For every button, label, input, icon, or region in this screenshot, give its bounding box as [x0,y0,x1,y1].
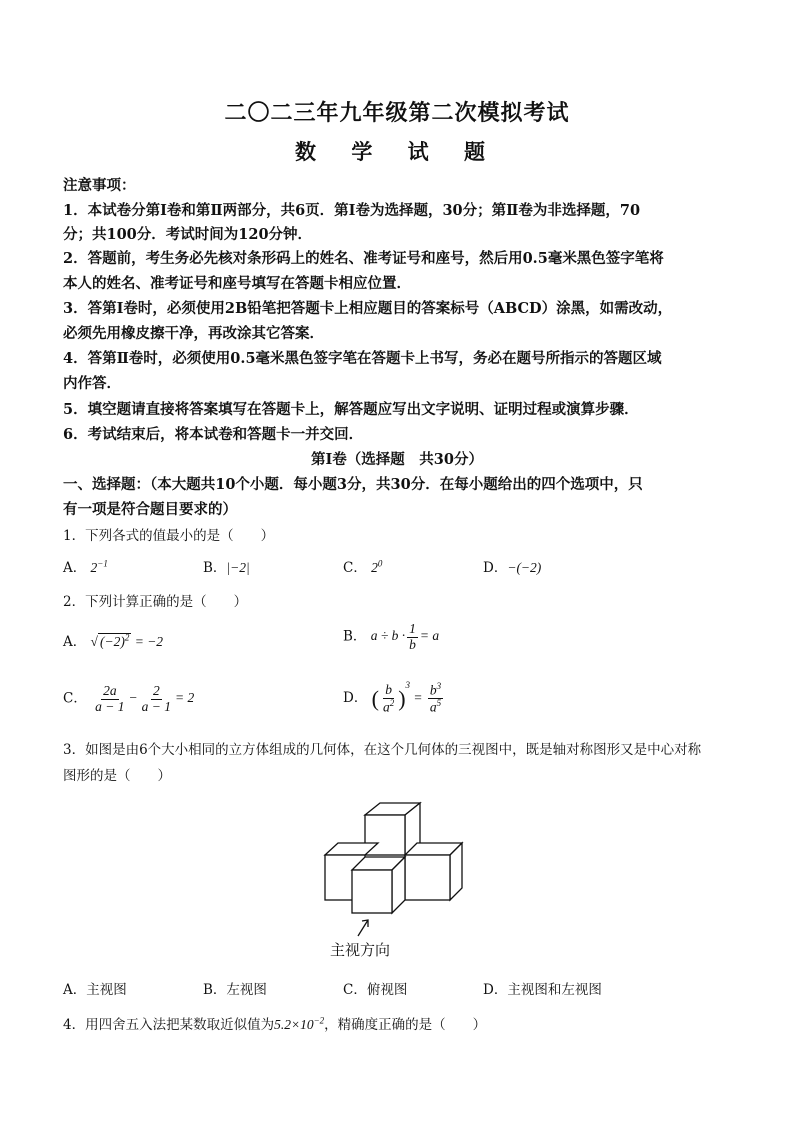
q1-option-a: A． $2^{-1}$ [63,558,108,576]
note-line: 分；共100分．考试时间为120分钟． [63,226,313,243]
section-instructions: 一、选择题：（本大题共10个小题．每小题3分，共30分．在每小题给出的四个选项中，只 [63,476,643,493]
q3-option-a: A．主视图 [63,982,127,998]
q1-option-b: B．|−2| [203,560,250,576]
q2-option-b: B． a ÷ b · $\frac{1}{b}$ = a [343,621,440,652]
q3-option-c: C．俯视图 [343,982,408,998]
q3-option-b: B．左视图 [203,982,267,998]
cube-figure [310,800,480,960]
note-line: 4．答第Ⅱ卷时，必须使用0.5毫米黑色签字笔在答题卡上书写，务必在题号所指示的答题区域 [63,350,662,367]
note-line: 6．考试结束后，将本试卷和答题卡一并交回． [63,426,364,443]
notes-heading: 注意事项： [63,177,136,194]
note-line: 必须先用橡皮擦干净，再改涂其它答案． [63,325,324,342]
section-instructions: 有一项是符合题目要求的） [63,501,237,518]
q2-option-a: A． √ $(-2)^2 = -2$ [63,632,164,650]
q2-stem: 2．下列计算正确的是（ ） [63,594,248,610]
part1-heading: 第Ⅰ卷（选择题 共30分） [311,451,483,468]
q3-stem: 3．如图是由6个大小相同的立方体组成的几何体，在这个几何体的三视图中，既是轴对称图形又是中心对称 [63,742,702,758]
q1-stem: 1．下列各式的值最小的是（ ） [63,528,275,544]
note-line: 1．本试卷分第Ⅰ卷和第Ⅱ两部分，共6页．第Ⅰ卷为选择题，30分；第Ⅱ卷为非选择题，70 [63,202,641,219]
note-line: 3．答第Ⅰ卷时，必须使用2B铅笔把答题卡上相应题目的答案标号（ABCD）涂黑，如需改动， [63,300,673,317]
q1-option-d: D．−(−2) [483,560,542,576]
q3-option-d: D．主视图和左视图 [483,982,602,998]
note-line: 5．填空题请直接将答案填写在答题卡上，解答题应写出文字说明、证明过程或演算步骤． [63,401,639,418]
q1-option-c: C． $2^0$ [343,558,383,576]
exam-subtitle: 数 学 试 题 [295,139,499,164]
q2-option-c: C． $\frac{2a}{a - 1}$ − $\frac{2}{a - 1}$ = 2 [63,683,195,714]
note-line: 内作答． [63,375,121,392]
q3-stem: 图形的是（ ） [63,768,171,784]
note-line: 2．答题前，考生务必先核对条形码上的姓名、准考证号和座号，然后用0.5毫米黑色签字笔将 [63,250,664,267]
note-line: 本人的姓名、准考证号和座号填写在答题卡相应位置． [63,275,411,292]
exam-title: 二〇二三年九年级第二次模拟考试 [224,100,570,126]
figure-caption: 主视方向 [330,941,391,959]
q4-stem: 4．用四舍五入法把某数取近似值为$5.2\times 10^{-2}$，精确度正确的是（ ） [63,1015,487,1033]
q2-option-d: D． ( $\frac{b}{a^2}$ )$^3$ = $\frac{b^3}{a^5}$ [343,680,442,715]
